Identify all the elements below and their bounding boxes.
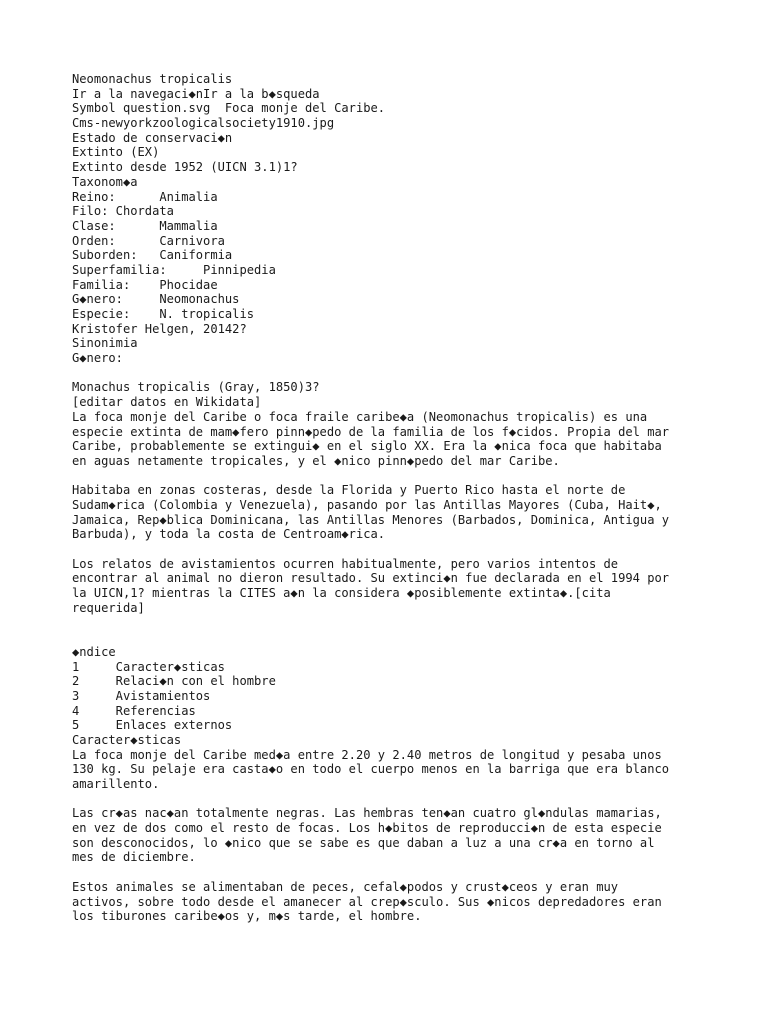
text-line: Caracter◆sticas xyxy=(72,732,182,747)
text-line: 4 Referencias xyxy=(72,703,196,718)
text-line: Familia: Phocidae xyxy=(72,277,218,292)
text-line: Estos animales se alimentaban de peces, cefal◆podos y crust◆ceos y eran muy xyxy=(72,879,619,894)
blank-line xyxy=(72,366,702,381)
text-line: Sinonimia xyxy=(72,336,138,351)
text-line: Taxonom◆a xyxy=(72,174,138,189)
text-line: requerida] xyxy=(72,600,145,615)
text-line: Estado de conservaci◆n xyxy=(72,130,233,145)
text-line: Monachus tropicalis (Gray, 1850)3? xyxy=(72,380,320,395)
text-line: 5 Enlaces externos xyxy=(72,718,233,733)
text-line: Los relatos de avistamientos ocurren habitualmente, pero varios intentos de xyxy=(72,556,619,571)
text-line: 3 Avistamientos xyxy=(72,688,211,703)
text-line: mes de diciembre. xyxy=(72,850,196,865)
text-line: G◆nero: xyxy=(72,351,123,366)
text-line: en vez de dos como el resto de focas. Los h◆bitos de reproducci◆n de esta especie xyxy=(72,821,662,836)
text-line: Filo: Chordata xyxy=(72,204,174,219)
text-line: La foca monje del Caribe o foca fraile caribe◆a (Neomonachus tropicalis) es una xyxy=(72,409,648,424)
text-line: activos, sobre todo desde el amanecer al crep◆sculo. Sus ◆nicos depredadores eran xyxy=(72,894,662,909)
text-line: Symbol question.svg Foca monje del Caribe. xyxy=(72,101,386,116)
text-line: especie extinta de mam◆fero pinn◆pedo de la familia de los f◆cidos. Propia del mar xyxy=(72,424,670,439)
blank-line xyxy=(72,469,702,484)
text-line: la UICN,1? mientras la CITES a◆n la considera ◆posiblemente extinta◆.[cita xyxy=(72,586,611,601)
blank-line xyxy=(72,615,702,630)
text-line: Orden: Carnivora xyxy=(72,233,225,248)
text-line: Superfamilia: Pinnipedia xyxy=(72,262,276,277)
text-line: Extinto desde 1952 (UICN 3.1)1? xyxy=(72,160,298,175)
text-line: amarillento. xyxy=(72,777,160,791)
text-line: en aguas netamente tropicales, y el ◆nico pinn◆pedo del mar Caribe. xyxy=(72,453,560,468)
text-line: Kristofer Helgen, 20142? xyxy=(72,321,247,336)
text-line: Las cr◆as nac◆an totalmente negras. Las hembras ten◆an cuatro gl◆ndulas mamarias, xyxy=(72,806,662,821)
text-line: Suborden: Caniformia xyxy=(72,248,233,263)
blank-line xyxy=(72,792,702,807)
text-line: 1 Caracter◆sticas xyxy=(72,659,225,674)
text-line: 130 kg. Su pelaje era casta◆o en todo el cuerpo menos en la barriga que era blanco xyxy=(72,762,670,777)
blank-line xyxy=(72,630,702,645)
text-line: [editar datos en Wikidata] xyxy=(72,395,262,410)
text-line: Habitaba en zonas costeras, desde la Florida y Puerto Rico hasta el norte de xyxy=(72,483,626,498)
text-line: Ir a la navegaci◆nIr a la b◆squeda xyxy=(72,86,320,101)
text-line: Extinto (EX) xyxy=(72,145,160,160)
text-line: Cms-newyorkzoologicalsociety1910.jpg xyxy=(72,116,335,131)
blank-line xyxy=(72,542,702,557)
blank-line xyxy=(72,865,702,880)
text-line: G◆nero: Neomonachus xyxy=(72,292,240,307)
text-line: encontrar al animal no dieron resultado. Su extinci◆n fue declarada en el 1994 por xyxy=(72,571,670,586)
text-line: Barbuda), y toda la costa de Centroam◆rica. xyxy=(72,527,386,542)
text-line: los tiburones caribe◆os y, m◆s tarde, el hombre. xyxy=(72,909,422,924)
text-line: son desconocidos, lo ◆nico que se sabe es que daban a luz a una cr◆a en torno al xyxy=(72,835,655,850)
text-line: Reino: Animalia xyxy=(72,189,218,204)
document-page xyxy=(72,72,702,924)
text-line: Jamaica, Rep◆blica Dominicana, las Antillas Menores (Barbados, Dominica, Antigua y xyxy=(72,512,670,527)
text-line: La foca monje del Caribe med◆a entre 2.20 y 2.40 metros de longitud y pesaba unos xyxy=(72,747,662,762)
text-line: Neomonachus tropicalis xyxy=(72,72,233,86)
text-line: Sudam◆rica (Colombia y Venezuela), pasando por las Antillas Mayores (Cuba, Hait◆, xyxy=(72,497,662,512)
text-line: Caribe, probablemente se extingui◆ en el siglo XX. Era la ◆nica foca que habitaba xyxy=(72,439,662,454)
text-line: Especie: N. tropicalis xyxy=(72,307,255,321)
text-line: ◆ndice xyxy=(72,644,116,659)
text-line: Clase: Mammalia xyxy=(72,218,218,233)
text-line: 2 Relaci◆n con el hombre xyxy=(72,674,276,689)
